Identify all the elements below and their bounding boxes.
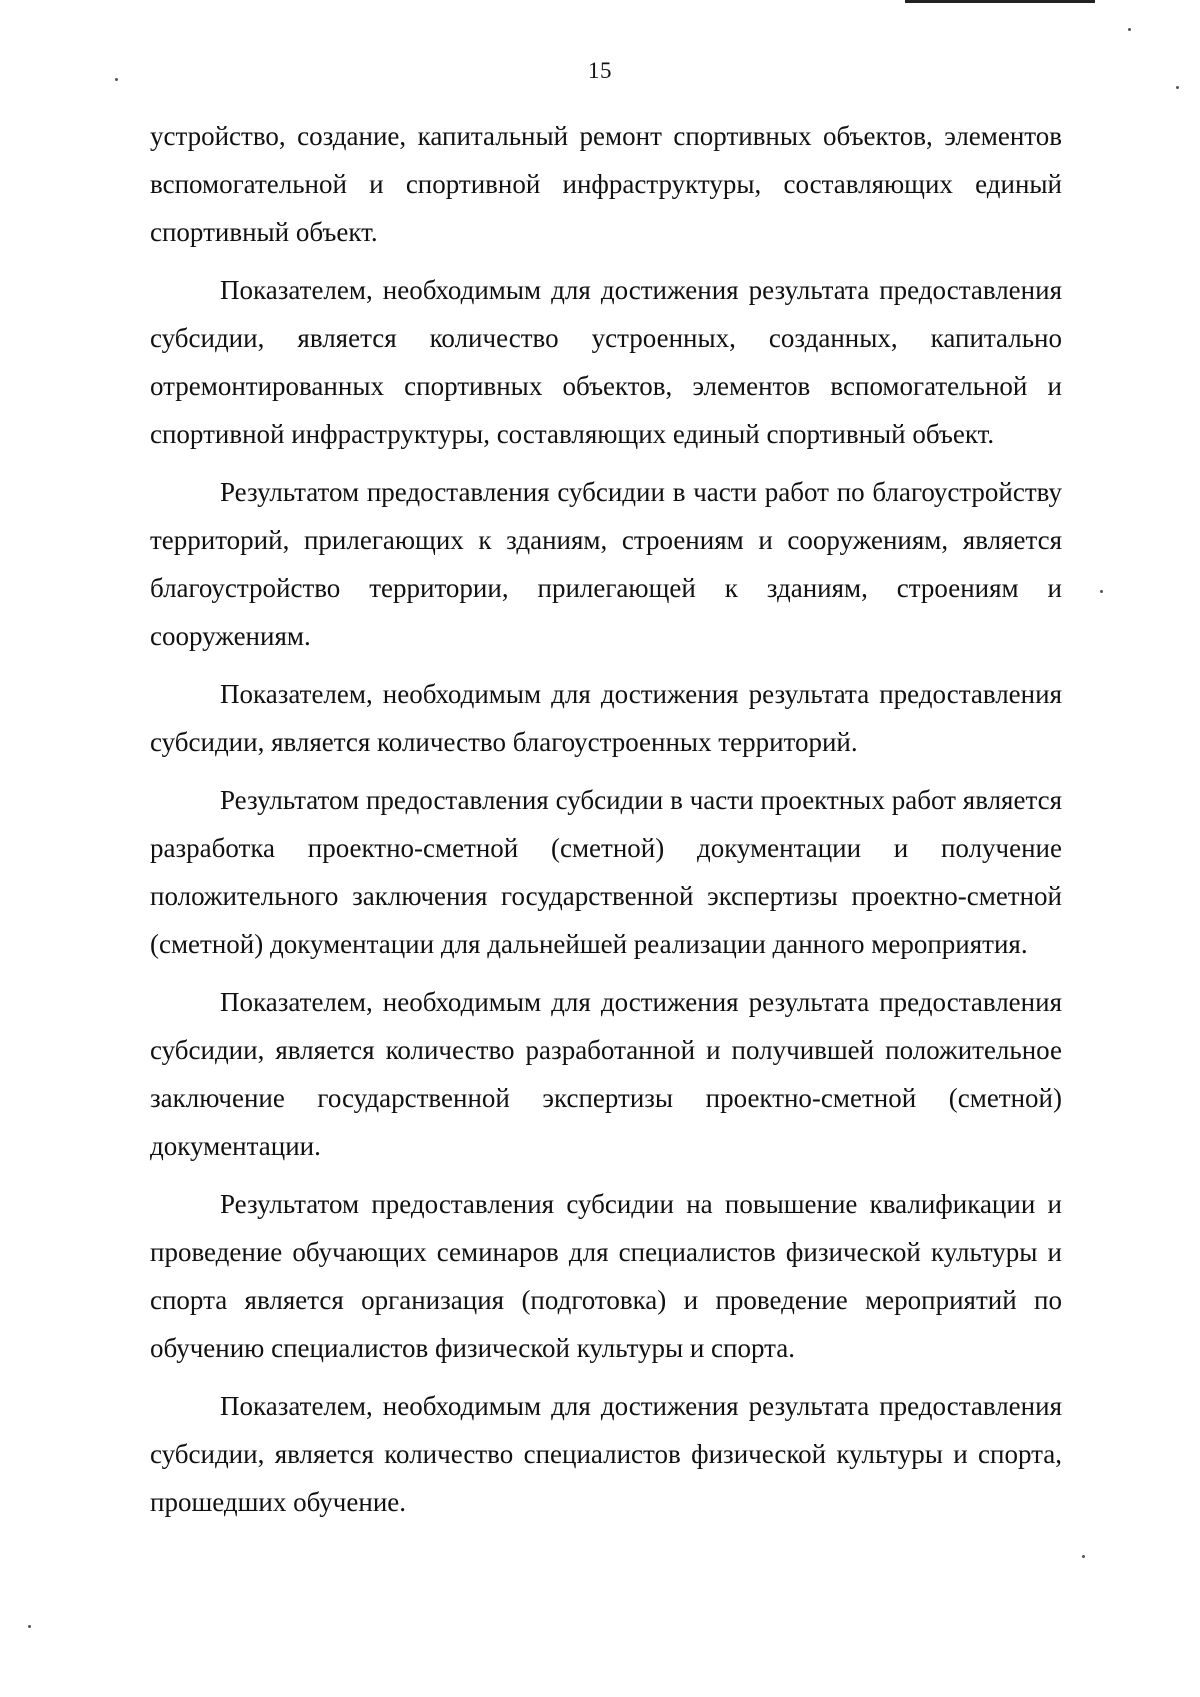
scan-speck (115, 78, 118, 81)
paragraph-6: Показателем, необходимым для достижения результата предоставления субсидии, является количество разработанной и получившей положительное заключение государственной экспертизы проектно-сметной (сметной) документации. (150, 987, 1062, 1161)
scan-speck (1100, 590, 1103, 593)
paragraph-8: Показателем, необходимым для достижения результата предоставления субсидии, является количество специалистов физической культуры и спорта, прошедших обучение. (150, 1391, 1062, 1517)
paragraph-1: устройство, создание, капитальный ремонт спортивных объектов, элементов вспомогательной и спортивной инфраструктуры, составляющих единый спортивный объект. (150, 121, 1062, 247)
scan-speck (1128, 28, 1131, 31)
scan-speck (1082, 1555, 1085, 1558)
document-body (150, 112, 1062, 1536)
paragraph-2: Показателем, необходимым для достижения результата предоставления субсидии, является количество устроенных, созданных, капитально отремонтированных спортивных объектов, элементов вспомогательной и спортивной инфраструктуры, составляющих единый спортивный объект. (150, 275, 1062, 449)
paragraph-5: Результатом предоставления субсидии в части проектных работ является разработка проектно-сметной (сметной) документации и получение положительного заключения государственной экспертизы проектно-сметной (сметной) документации для дальнейшей реализации данного мероприятия. (150, 785, 1062, 959)
page-number: 15 (588, 58, 612, 83)
paragraph-3: Результатом предоставления субсидии в части работ по благоустройству территорий, прилегающих к зданиям, строениям и сооружениям, является благоустройство территории, прилегающей к зданиям, строениям и сооружениям. (150, 477, 1062, 651)
top-scan-rule (905, 0, 1095, 3)
paragraph-7: Результатом предоставления субсидии на повышение квалификации и проведение обучающих семинаров для специалистов физической культуры и спорта является организация (подготовка) и проведение мероприятий по обучению специалистов физической культуры и спорта. (150, 1189, 1062, 1363)
scan-speck (28, 1625, 31, 1628)
scan-speck (1176, 86, 1179, 89)
paragraph-4: Показателем, необходимым для достижения результата предоставления субсидии, является количество благоустроенных территорий. (150, 679, 1062, 757)
